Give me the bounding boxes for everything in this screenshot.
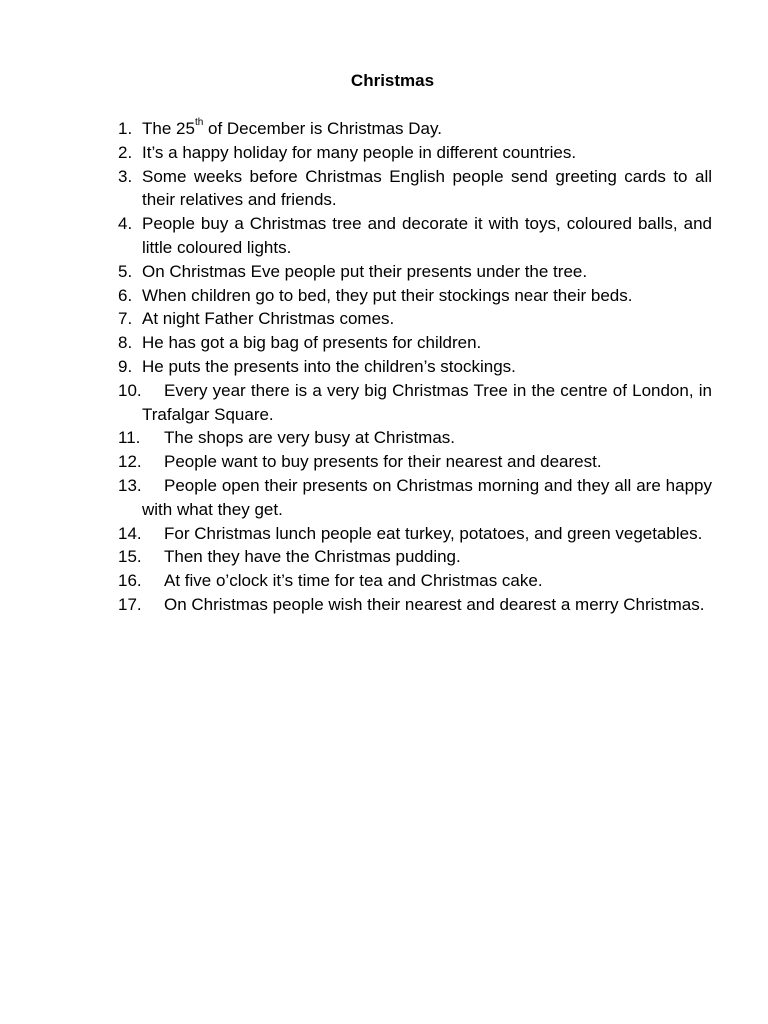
superscript-ordinal: th	[194, 117, 204, 129]
list-item-text: Then they have the Christmas pudding.	[164, 547, 461, 567]
list-item-text: He has got a big bag of presents for children.	[142, 333, 482, 353]
numbered-list	[118, 117, 712, 617]
list-item-text: He puts the presents into the children’s stockings.	[142, 356, 516, 376]
list-item-text: People open their presents on Christmas morning and they all are happy with what they get.	[142, 475, 712, 519]
list-item-number: 16.	[118, 571, 142, 591]
list-item-text: Some weeks before Christmas English people send greeting cards to all their relatives and friends.	[142, 166, 712, 210]
list-item-text: For Christmas lunch people eat turkey, potatoes, and green vegetables.	[164, 523, 703, 543]
list-item	[118, 260, 712, 284]
list-item-number: 4.	[118, 214, 133, 234]
list-item-number: 9.	[118, 356, 133, 376]
list-item-text: At night Father Christmas comes.	[142, 309, 395, 329]
list-item	[118, 355, 712, 379]
list-item-number: 7.	[118, 309, 133, 329]
list-item-text: On Christmas people wish their nearest and dearest a merry Christmas.	[164, 594, 705, 614]
list-item-number: 2.	[118, 142, 133, 162]
list-item	[118, 379, 712, 427]
list-item	[118, 331, 712, 355]
list-item-text: The 25	[142, 119, 195, 138]
page-title: Christmas	[350, 71, 435, 90]
list-item-number: 15.	[118, 547, 142, 567]
list-item-number: 6.	[118, 285, 133, 305]
list-item	[118, 284, 712, 308]
list-item-number: 5.	[118, 261, 133, 281]
list-item-text: People buy a Christmas tree and decorate it with toys, coloured balls, and little coloured lights.	[142, 214, 712, 257]
list-item-text-continued: of December is Christmas Day.	[203, 119, 442, 138]
list-item	[118, 141, 712, 165]
list-item-text: When children go to bed, they put their stockings near their beds.	[142, 285, 633, 305]
list-item-text: People want to buy presents for their nearest and dearest.	[164, 452, 602, 472]
list-item-number: 8.	[118, 333, 133, 353]
list-item	[118, 569, 712, 593]
list-item	[118, 426, 712, 450]
list-item-text: On Christmas Eve people put their presents under the tree.	[142, 261, 588, 281]
list-item-text: At five o’clock it’s time for tea and Christmas cake.	[164, 571, 543, 591]
list-item-number: 10.	[118, 380, 142, 400]
list-item	[118, 545, 712, 569]
list-item-number: 3.	[118, 166, 133, 186]
list-item-number: 17.	[118, 594, 142, 614]
list-item	[118, 117, 712, 141]
list-item-number: 12.	[118, 452, 142, 472]
list-item	[118, 522, 712, 546]
list-item	[118, 474, 712, 522]
list-item-text: It’s a happy holiday for many people in different countries.	[142, 142, 577, 162]
list-item	[118, 450, 712, 474]
list-item	[118, 212, 712, 260]
list-item-text: Every year there is a very big Christmas Tree in the centre of London, in Trafalgar Square.	[142, 380, 712, 424]
list-item-text: The shops are very busy at Christmas.	[164, 428, 456, 448]
list-item	[118, 165, 712, 213]
list-item-number: 13.	[118, 475, 142, 495]
list-item-number: 1.	[118, 119, 133, 138]
list-item	[118, 593, 712, 617]
list-item	[118, 307, 712, 331]
list-item-number: 11.	[118, 428, 141, 448]
list-item-number: 14.	[118, 523, 142, 543]
